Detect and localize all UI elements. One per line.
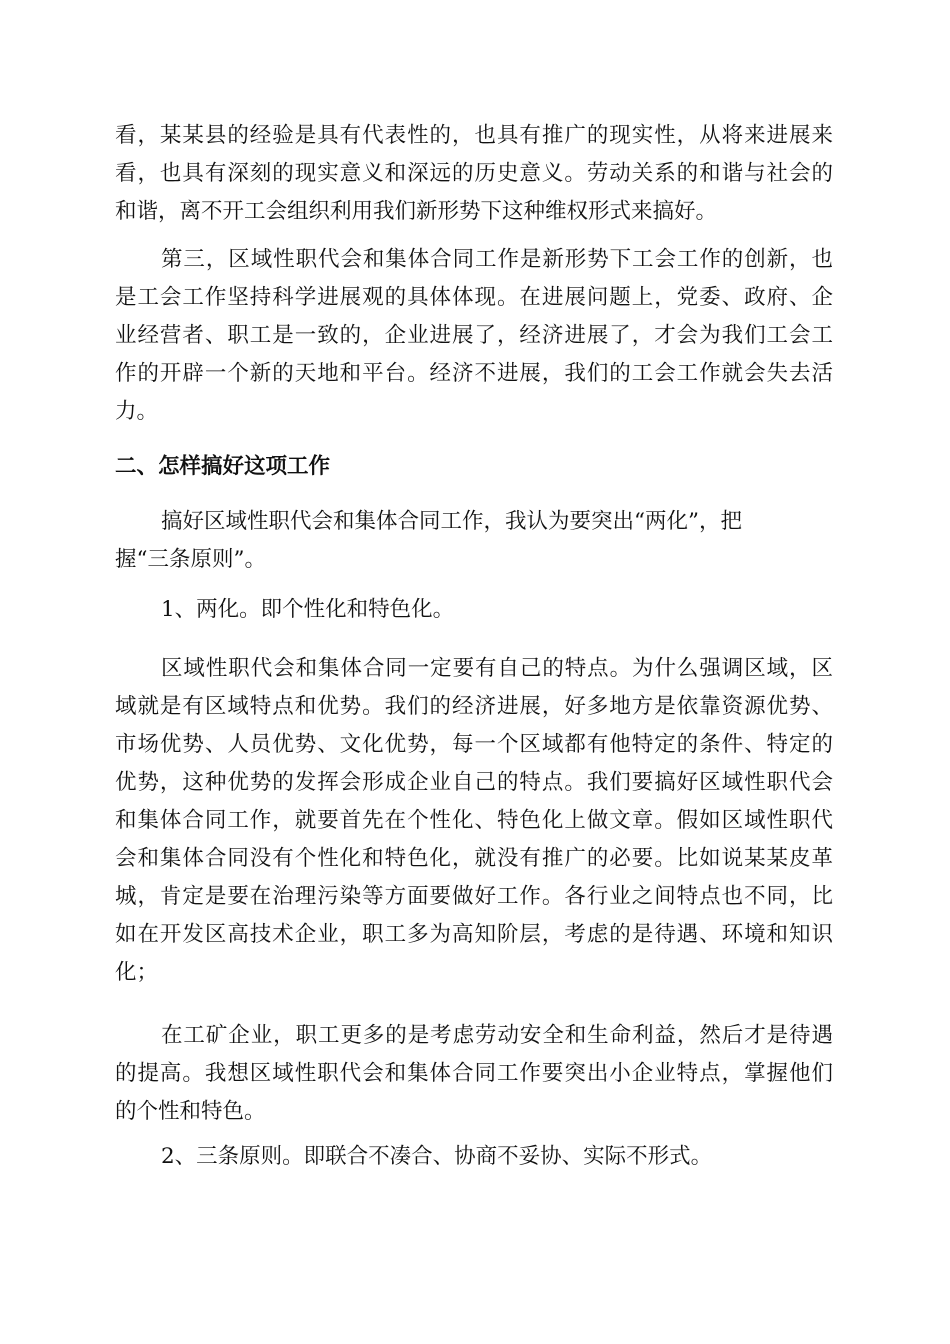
text-line: 的提高。我想区域性职代会和集体合同工作要突出小企业特点，掌握他们 bbox=[115, 1061, 833, 1086]
text-line: 市场优势、人员优势、文化优势，每一个区域都有他特定的条件、特定的 bbox=[115, 732, 833, 757]
text-line: 业经营者、职工是一致的，企业进展了，经济进展了，才会为我们工会工 bbox=[115, 323, 833, 348]
text-line: 和谐，离不开工会组织利用我们新形势下这种维权形式来搞好。 bbox=[115, 199, 718, 224]
text-line: 在工矿企业，职工更多的是考虑劳动安全和生命利益，然后才是待遇 bbox=[161, 1023, 833, 1048]
text-line: 区域性职代会和集体合同一定要有自己的特点。为什么强调区域，区 bbox=[161, 656, 833, 681]
text-line: 2、三条原则。即联合不凑合、协商不妥协、实际不形式。 bbox=[161, 1144, 713, 1169]
text-line: 是工会工作坚持科学进展观的具体体现。在进展问题上，党委、政府、企 bbox=[115, 285, 833, 310]
paragraph-third-point bbox=[115, 241, 833, 431]
text-line: 如在开发区高技术企业，职工多为高知阶层，考虑的是待遇、环境和知识 bbox=[115, 922, 833, 947]
text-line: 域就是有区域特点和优势。我们的经济进展，好多地方是依靠资源优势、 bbox=[115, 694, 833, 719]
text-line: 1、两化。即个性化和特色化。 bbox=[161, 597, 455, 622]
text-line: 会和集体合同没有个性化和特色化，就没有推广的必要。比如说某某皮革 bbox=[115, 846, 833, 871]
text-line: 的个性和特色。 bbox=[115, 1099, 266, 1124]
paragraph-regional bbox=[115, 650, 833, 992]
text-line: 优势，这种优势的发挥会形成企业自己的特点。我们要搞好区域性职代会 bbox=[115, 770, 833, 795]
paragraph-intro bbox=[115, 503, 833, 579]
text-line: 看，也具有深刻的现实意义和深远的历史意义。劳动关系的和谐与社会的 bbox=[115, 161, 833, 186]
paragraph-industrial bbox=[115, 1017, 833, 1131]
text-line: 力。 bbox=[115, 399, 159, 424]
section-heading: 二、怎样搞好这项工作 bbox=[115, 454, 331, 479]
text-line: 城，肯定是要在治理污染等方面要做好工作。各行业之间特点也不同，比 bbox=[115, 884, 833, 909]
paragraph-item-2 bbox=[115, 1138, 833, 1176]
text-line: 第三，区域性职代会和集体合同工作是新形势下工会工作的创新，也 bbox=[161, 247, 833, 272]
text-line: 搞好区域性职代会和集体合同工作，我认为要突出“两化”，把 bbox=[161, 509, 742, 534]
text-line: 和集体合同工作，就要首先在个性化、特色化上做文章。假如区域性职代 bbox=[115, 808, 833, 833]
paragraph-continuation bbox=[115, 117, 833, 231]
paragraph-item-1 bbox=[115, 591, 833, 629]
text-line: 作的开辟一个新的天地和平台。经济不进展，我们的工会工作就会失去活 bbox=[115, 361, 833, 386]
text-line: 看，某某县的经验是具有代表性的，也具有推广的现实性，从将来进展来 bbox=[115, 123, 833, 148]
text-line: 化； bbox=[115, 960, 159, 985]
text-line: 握“三条原则”。 bbox=[115, 547, 266, 572]
